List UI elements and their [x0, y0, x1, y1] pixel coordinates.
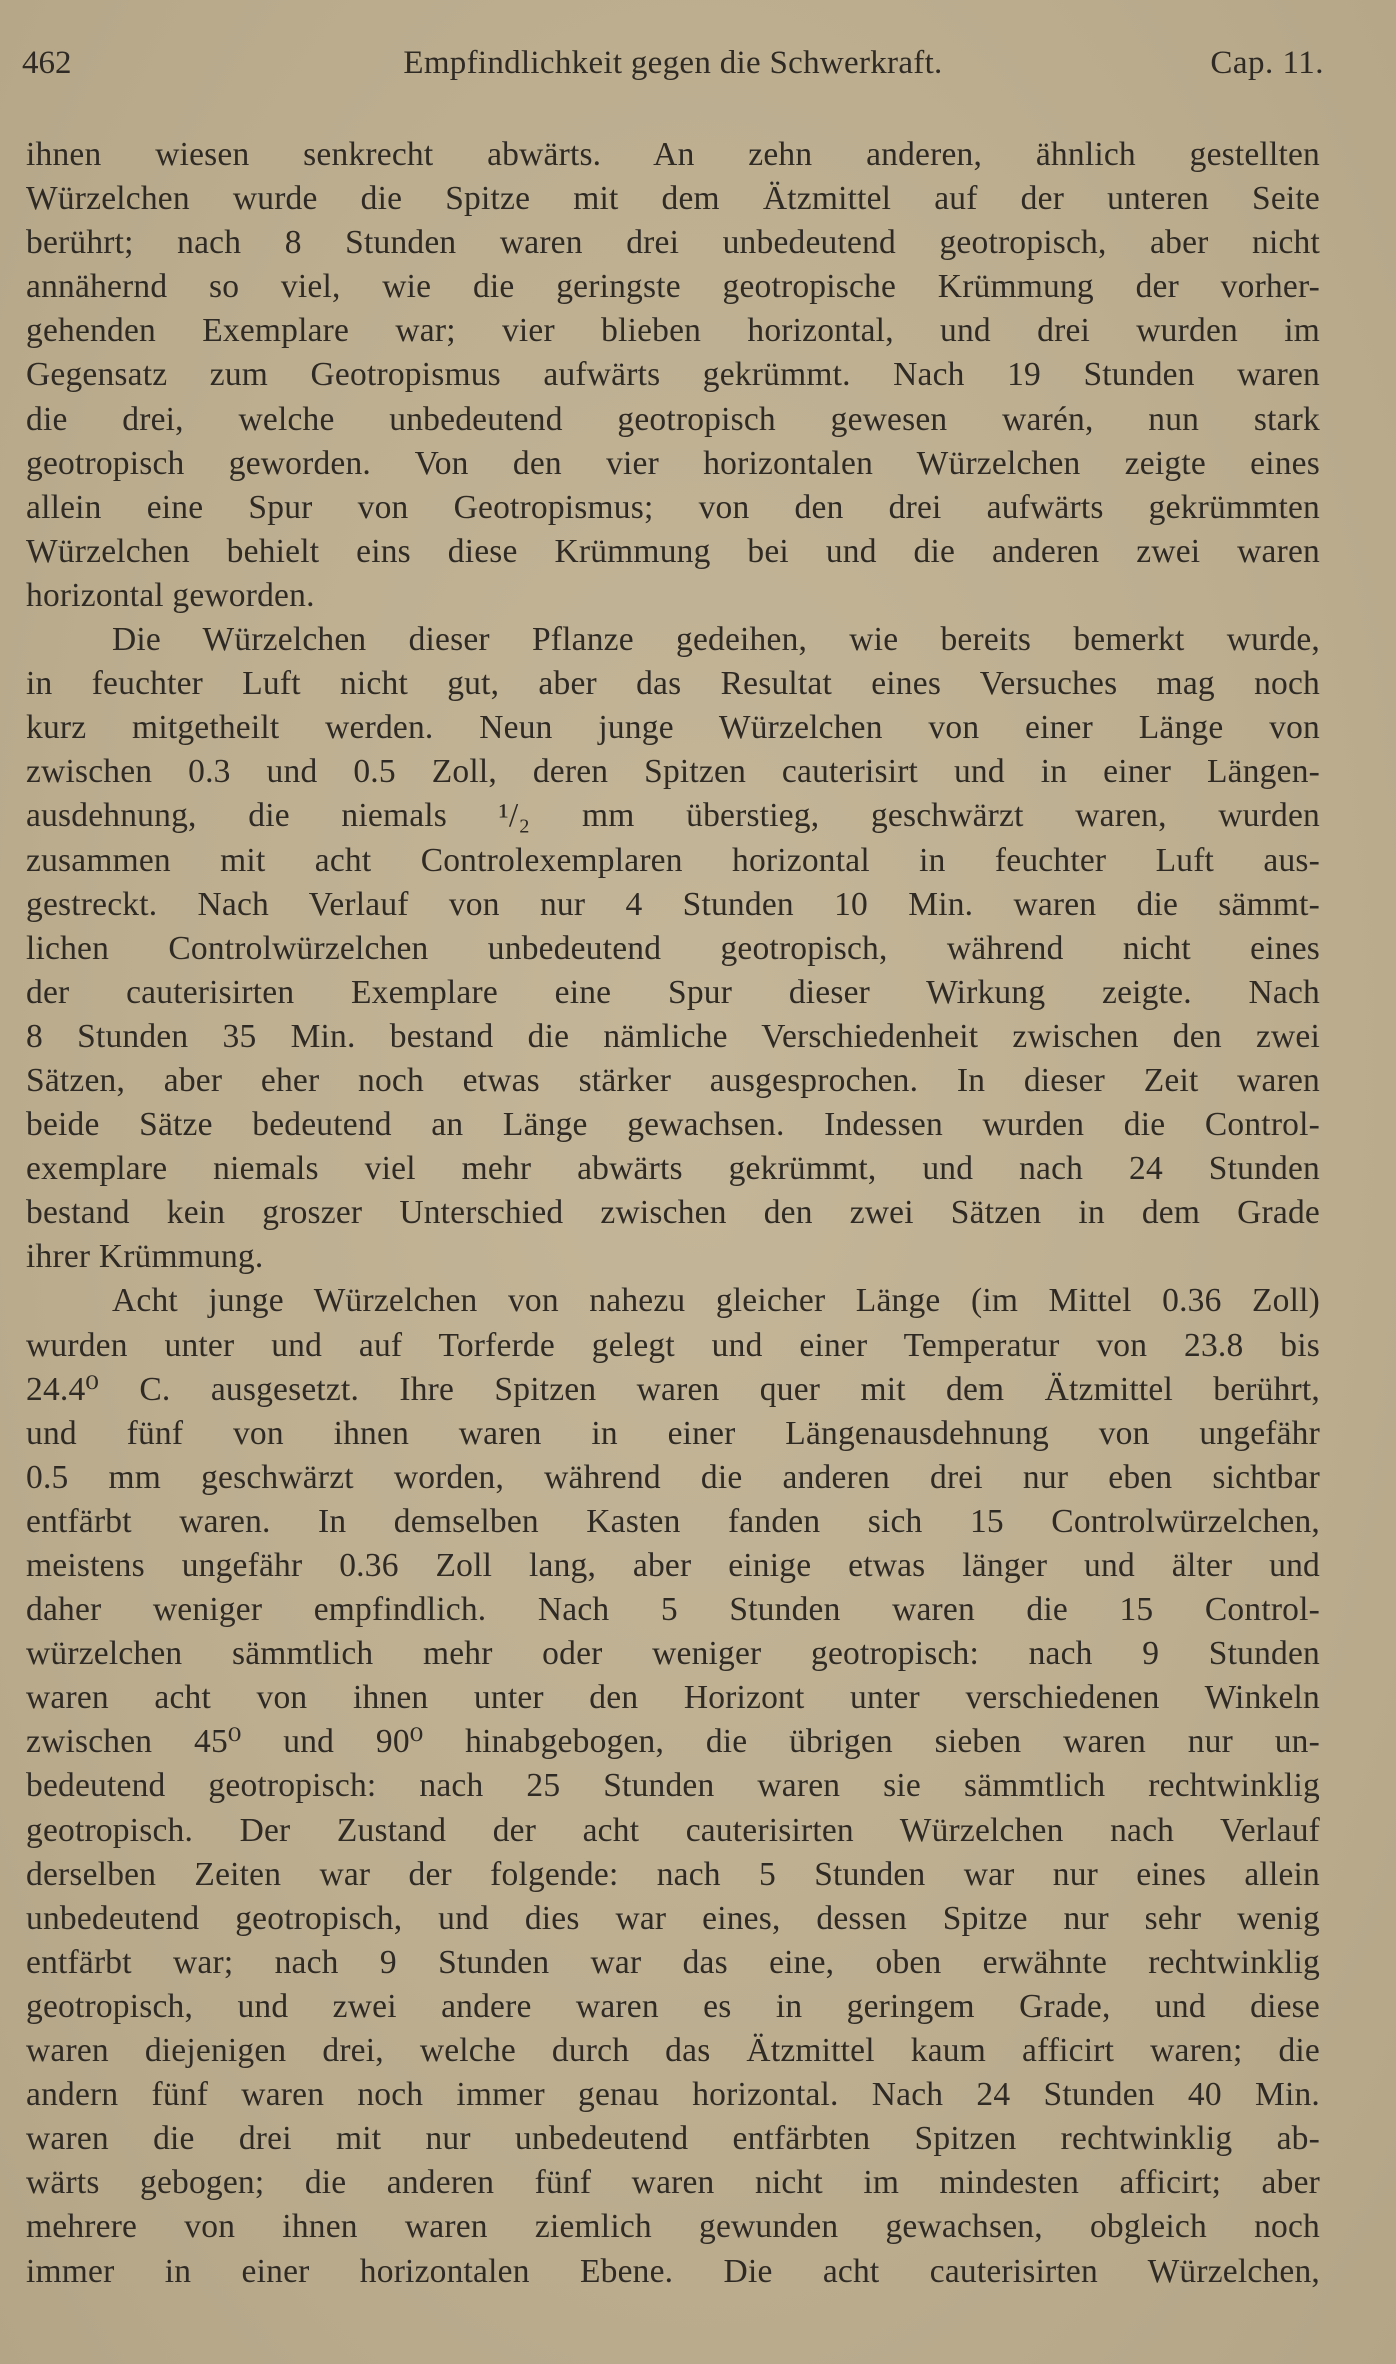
text-line: Würzelchen wurde die Spitze mit dem Ätzmittel auf der unteren Seite: [26, 180, 1320, 218]
text-line: andern fünf waren noch immer genau horizontal. Nach 24 Stunden 40 Min.: [26, 2076, 1320, 2114]
text-line: bestand kein groszer Unterschied zwischen den zwei Sätzen in dem Grade: [26, 1194, 1320, 1232]
text-line: wurden unter und auf Torferde gelegt und einer Temperatur von 23.8 bis: [26, 1326, 1320, 1364]
text-line: 24.4⁰ C. ausgesetzt. Ihre Spitzen waren quer mit dem Ätzmittel berührt,: [26, 1370, 1320, 1408]
text-line: geotropisch geworden. Von den vier horizontalen Würzelchen zeigte eines: [26, 444, 1320, 482]
text-line: ihrer Krümmung.: [26, 1238, 264, 1276]
page-number: 462: [22, 45, 72, 81]
text-line: waren die drei mit nur unbedeutend entfärbten Spitzen rechtwinklig ab-: [26, 2120, 1320, 2158]
text-line: wärts gebogen; die anderen fünf waren nicht im mindesten afficirt; aber: [26, 2164, 1320, 2202]
text-line: beide Sätze bedeutend an Länge gewachsen. Indessen wurden die Control-: [26, 1106, 1320, 1144]
text-line: ihnen wiesen senkrecht abwärts. An zehn anderen, ähnlich gestellten: [26, 136, 1320, 173]
text-line: horizontal geworden.: [26, 576, 315, 614]
text-line: Sätzen, aber eher noch etwas stärker ausgesprochen. In dieser Zeit waren: [26, 1061, 1320, 1099]
text-line: Würzelchen behielt eins diese Krümmung bei und die anderen zwei waren: [26, 532, 1320, 570]
text-line: meistens ungefähr 0.36 Zoll lang, aber einige etwas länger und älter und: [26, 1547, 1320, 1584]
text-line: zusammen mit acht Controlexemplaren horizontal in feuchter Luft aus-: [26, 841, 1320, 879]
text-line: berührt; nach 8 Stunden waren drei unbedeutend geotropisch, aber nicht: [26, 224, 1320, 262]
text-line: ausdehnung, die niemals ¹/₂ mm überstieg, geschwärzt waren, wurden: [26, 797, 1320, 835]
text-line: daher weniger empfindlich. Nach 5 Stunden waren die 15 Control-: [26, 1591, 1320, 1629]
text-line: kurz mitgetheilt werden. Neun junge Würzelchen von einer Länge von: [26, 709, 1320, 747]
text-line: entfärbt waren. In demselben Kasten fanden sich 15 Controlwürzelchen,: [26, 1502, 1320, 1540]
text-line: und fünf von ihnen waren in einer Längenausdehnung von ungefähr: [26, 1414, 1320, 1452]
text-line: waren acht von ihnen unter den Horizont unter verschiedenen Winkeln: [26, 1679, 1320, 1717]
text-line: Gegensatz zum Geotropismus aufwärts gekrümmt. Nach 19 Stunden waren: [26, 356, 1320, 394]
chapter-label: Cap. 11.: [1210, 45, 1324, 81]
text-line: bedeutend geotropisch: nach 25 Stunden waren sie sämmtlich rechtwinklig: [26, 1767, 1320, 1805]
text-line: 0.5 mm geschwärzt worden, während die anderen drei nur eben sichtbar: [26, 1458, 1320, 1496]
running-header: [22, 38, 1324, 88]
text-line: immer in einer horizontalen Ebene. Die acht cauterisirten Würzelchen,: [26, 2252, 1320, 2290]
text-line: exemplare niemals viel mehr abwärts gekrümmt, und nach 24 Stunden: [26, 1150, 1320, 1188]
text-line: mehrere von ihnen waren ziemlich gewunden gewachsen, obgleich noch: [26, 2208, 1320, 2246]
text-line: gestreckt. Nach Verlauf von nur 4 Stunden 10 Min. waren die sämmt-: [26, 885, 1320, 923]
running-title: Empfindlichkeit gegen die Schwerkraft.: [403, 45, 943, 81]
text-line: waren diejenigen drei, welche durch das Ätzmittel kaum afficirt waren; die: [26, 2032, 1320, 2070]
text-line: zwischen 0.3 und 0.5 Zoll, deren Spitzen cauterisirt und in einer Längen-: [26, 753, 1320, 791]
text-line: würzelchen sämmtlich mehr oder weniger geotropisch: nach 9 Stunden: [26, 1635, 1320, 1673]
text-line: derselben Zeiten war der folgende: nach 5 Stunden war nur eines allein: [26, 1855, 1320, 1893]
text-line: 8 Stunden 35 Min. bestand die nämliche Verschiedenheit zwischen den zwei: [26, 1017, 1320, 1055]
text-line: unbedeutend geotropisch, und dies war eines, dessen Spitze nur sehr wenig: [26, 1899, 1320, 1937]
text-line: Acht junge Würzelchen von nahezu gleicher Länge (im Mittel 0.36 Zoll): [112, 1282, 1320, 1320]
text-line: die drei, welche unbedeutend geotropisch gewesen warén, nun stark: [26, 400, 1320, 438]
text-line: lichen Controlwürzelchen unbedeutend geotropisch, während nicht eines: [26, 929, 1320, 967]
text-line: gehenden Exemplare war; vier blieben horizontal, und drei wurden im: [26, 312, 1320, 350]
text-line: annähernd so viel, wie die geringste geotropische Krümmung der vorher-: [26, 268, 1320, 306]
text-line: zwischen 45⁰ und 90⁰ hinabgebogen, die übrigen sieben waren nur un-: [26, 1723, 1320, 1761]
text-line: geotropisch, und zwei andere waren es in geringem Grade, und diese: [26, 1987, 1320, 2025]
body-text: [26, 133, 1320, 2294]
text-line: geotropisch. Der Zustand der acht cauterisirten Würzelchen nach Verlauf: [26, 1811, 1320, 1849]
text-line: Die Würzelchen dieser Pflanze gedeihen, wie bereits bemerkt wurde,: [112, 621, 1320, 659]
text-line: in feuchter Luft nicht gut, aber das Resultat eines Versuches mag noch: [26, 665, 1320, 703]
text-line: entfärbt war; nach 9 Stunden war das eine, oben erwähnte rechtwinklig: [26, 1943, 1320, 1981]
text-line: der cauterisirten Exemplare eine Spur dieser Wirkung zeigte. Nach: [26, 973, 1320, 1011]
text-line: allein eine Spur von Geotropismus; von den drei aufwärts gekrümmten: [26, 488, 1320, 526]
